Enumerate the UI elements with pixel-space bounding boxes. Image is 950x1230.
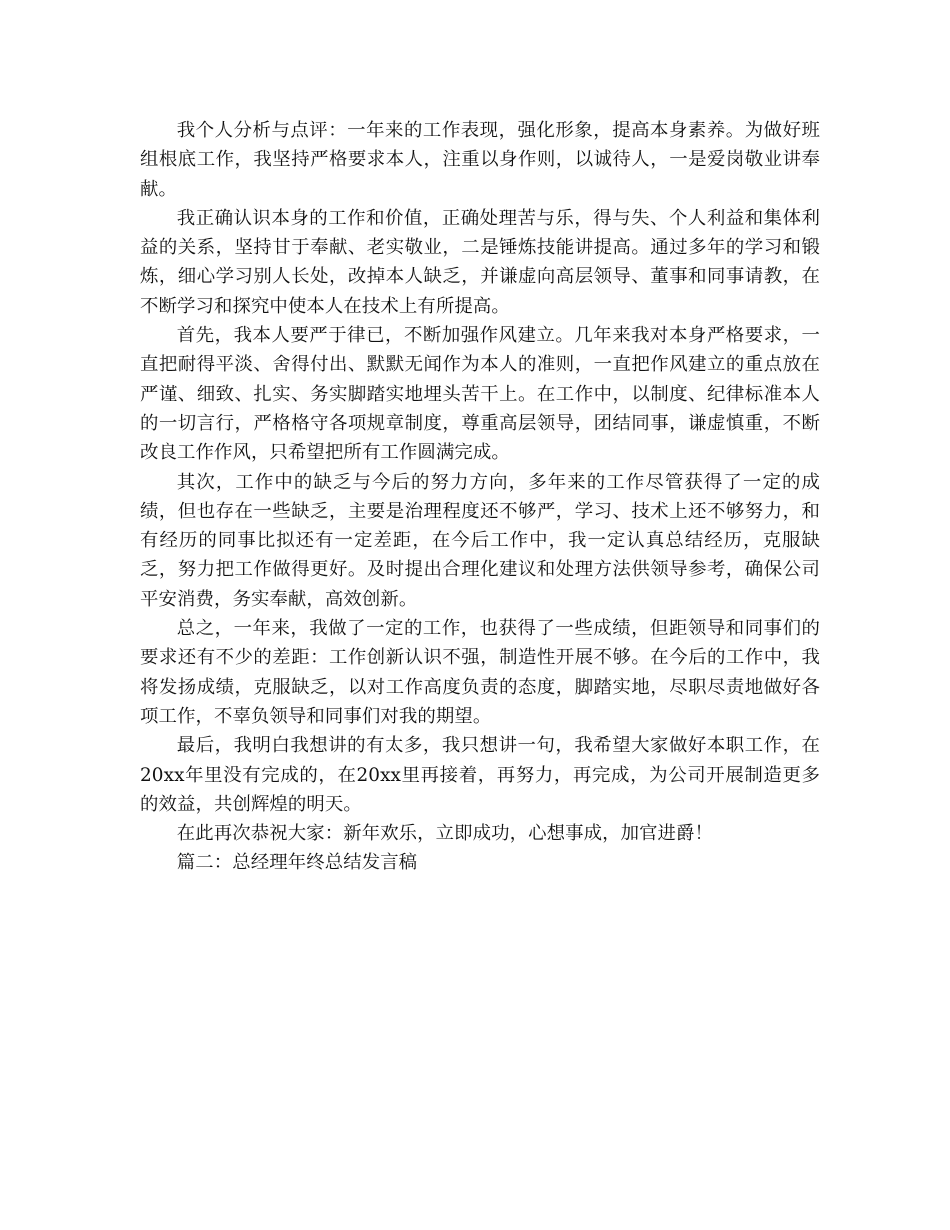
- paragraph-work-values: 我正确认识本身的工作和价值，正确处理苦与乐，得与失、个人利益和集体利益的关系，坚持甘于奉献、老实敬业，二是锤炼技能讲提高。通过多年的学习和锻炼，细心学习别人长处，改掉本人缺乏，并谦虚向高层领导、董事和同事请教，在不断学习和探究中使本人在技术上有所提高。: [140, 207, 820, 317]
- paragraph-summary: 总之，一年来，我做了一定的工作，也获得了一些成绩，但距领导和同事们的要求还有不少的差距：工作创新认识不强，制造性开展不够。在今后的工作中，我将发扬成绩，克服缺乏，以对工作高度负责的态度，脚踏实地，尽职尽责地做好各项工作，不辜负领导和同事们对我的期望。: [140, 618, 820, 727]
- paragraph-greeting: 在此再次恭祝大家：新年欢乐，立即成功，心想事成，加官进爵！: [176, 823, 714, 845]
- paragraph-self-assessment: 我个人分析与点评：一年来的工作表现，强化形象，提高本身素养。为做好班组根底工作，我坚持严格要求本人，注重以身作则，以诚待人，一是爱岗敬业讲奉献。: [140, 120, 820, 200]
- section-heading: 篇二：总经理年终总结发言稿: [176, 852, 418, 874]
- document-body: [140, 116, 820, 878]
- paragraph-self-discipline: 首先，我本人要严于律已，不断加强作风建立。几年来我对本身严格要求，一直把耐得平淡、舍得付出、默默无闻作为本人的准则，一直把作风建立的重点放在严谨、细致、扎实、务实脚踏实地埋头苦干上。在工作中，以制度、纪律标准本人的一切言行，严格格守各项规章制度，尊重高层领导，团结同事，谦虚慎重，不断改良工作作风，只希望把所有工作圆满完成。: [140, 325, 820, 464]
- paragraph-closing: 最后，我明白我想讲的有太多，我只想讲一句，我希望大家做好本职工作，在20xx年里没有完成的，在20xx里再接着，再努力，再完成，为公司开展制造更多的效益，共创辉煌的明天。: [140, 735, 820, 815]
- paragraph-shortcomings: 其次，工作中的缺乏与今后的努力方向，多年来的工作尽管获得了一定的成绩，但也存在一些缺乏，主要是治理程度还不够严，学习、技术上还不够努力，和有经历的同事比拟还有一定差距，在今后工作中，我一定认真总结经历，克服缺乏，努力把工作做得更好。及时提出合理化建议和处理方法供领导参考，确保公司平安消费，务实奉献，高效创新。: [140, 471, 820, 610]
